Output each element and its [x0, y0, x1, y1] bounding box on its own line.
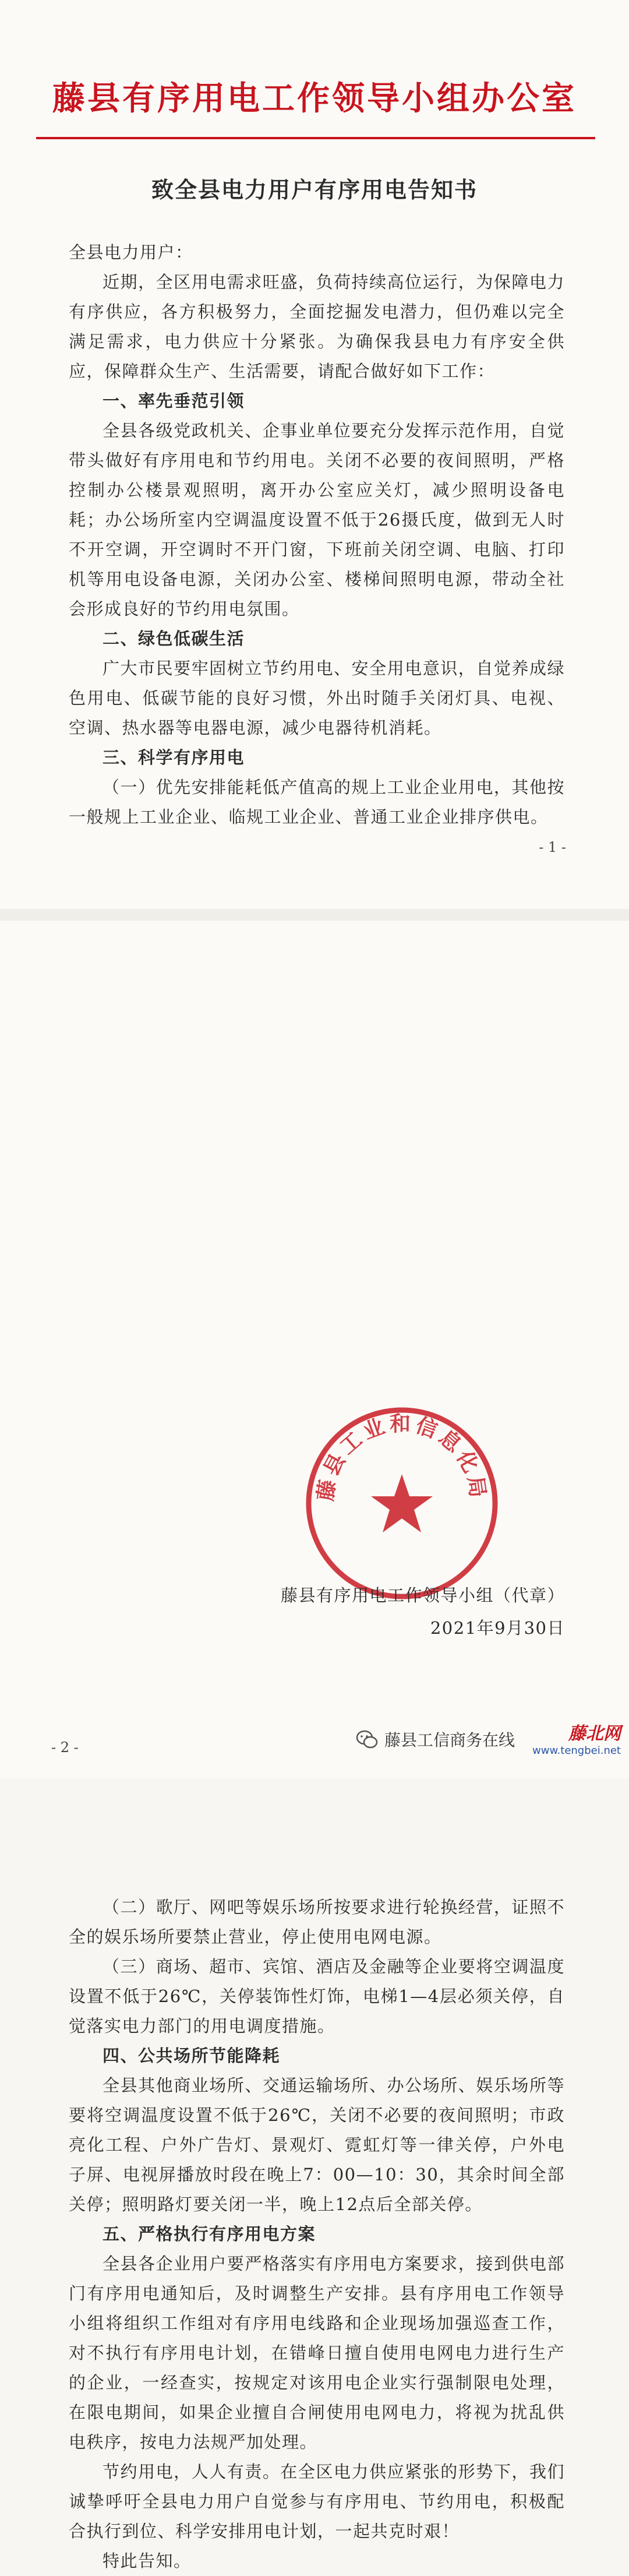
section-heading: 五、严格执行有序用电方案 — [103, 2224, 316, 2244]
section-heading: 三、科学有序用电 — [103, 748, 245, 767]
issuing-office-title: 藤县有序用电工作领导小组办公室 — [52, 80, 577, 118]
paragraph: 近期，全区用电需求旺盛，负荷持续高位运行，为保障电力有序供应，各方积极努力，全面挖掘发电潜力，但仍难以完全满足需求，电力供应十分紧张。为确保我县电力有序安全供应，保障群众生产、生活需要，请配合做好如下工作： — [69, 272, 565, 381]
page-number-1: - 1 - — [539, 839, 566, 855]
paragraph: 全县电力用户： — [69, 242, 193, 262]
sign-date: 2021年9月30日 — [430, 1618, 565, 1638]
paragraph: （一）优先安排能耗低产值高的规上工业企业用电，其他按一般规上工业企业、临规工业企业、普通工业企业排序供电。 — [69, 777, 565, 827]
paragraph: （三）商场、超市、宾馆、酒店及金融等企业要将空调温度设置不低于26℃，关停装饰性灯饰，电梯1—4层必须关停，自觉落实电力部门的用电调度措施。 — [69, 1957, 565, 2036]
paragraph: （二）歌厅、网吧等娱乐场所按要求进行轮换经营，证照不全的娱乐场所要禁止营业，停止使用电网电源。 — [69, 1897, 565, 1947]
paragraph: 特此告知。 — [103, 2551, 192, 2571]
paragraph: 广大市民要牢固树立节约用电、安全用电意识，自觉养成绿色用电、低碳节能的良好习惯，外出时随手关闭灯具、电视、空调、热水器等电器电源，减少电器待机消耗。 — [69, 658, 565, 738]
official-seal-icon — [303, 1404, 501, 1602]
page-number-2: - 2 - — [51, 1739, 79, 1756]
signature: 藤县有序用电工作领导小组（代章） — [280, 1585, 565, 1605]
page1-body — [69, 238, 565, 832]
signature-block — [233, 1579, 565, 1644]
paragraph: 节约用电，人人有责。在全区电力供应紧张的形势下，我们诚挚呼吁全县电力用户自觉参与有序用电、节约用电，积极配合执行到位、科学安排用电计划，一起共克时艰！ — [69, 2462, 565, 2541]
paragraph: 全县各企业用户要严格落实有序用电方案要求，接到供电部门有序用电通知后，及时调整生产安排。县有序用电工作领导小组将组织工作组对有序用电线路和企业现场加强巡查工作，对不执行有序用电计划，在错峰日擅自使用电网电力进行生产的企业，一经查实，按规定对该用电企业实行强制限电处理，在限电期间，如果企业擅自合闸使用电网电力，将视为扰乱供电秩序，按电力法规严加处理。 — [69, 2254, 565, 2452]
page2-body — [69, 1893, 565, 2576]
notice-title: 致全县电力用户有序用电告知书 — [151, 177, 478, 203]
wechat-account-label[interactable] — [355, 1728, 515, 1751]
wechat-icon — [355, 1728, 379, 1751]
document-page-2 — [0, 921, 629, 2571]
watermark-url: www.tengbei.net — [532, 1745, 621, 1757]
site-watermark[interactable] — [532, 1719, 621, 1757]
section-heading: 一、率先垂范引领 — [103, 391, 245, 411]
document-page-1 — [0, 0, 629, 921]
wechat-account-name: 藤县工信商务在线 — [384, 1731, 515, 1750]
paragraph: 全县其他商业场所、交通运输场所、办公场所、娱乐场所等要将空调温度设置不低于26℃，关闭不必要的夜间照明；市政亮化工程、户外广告灯、景观灯、霓虹灯等一律关停，户外电子屏、电视屏播放时段在晚上7：00—10：30，其余时间全部关停；照明路灯要关闭一半，晚上12点后全部关停。 — [69, 2075, 565, 2214]
stamp-text: 藤县工业和信息化局 — [313, 1412, 490, 1503]
section-heading: 四、公共场所节能降耗 — [103, 2046, 281, 2066]
watermark-logo: 藤北网 — [568, 1724, 621, 1744]
red-header-line — [36, 137, 595, 139]
section-heading: 二、绿色低碳生活 — [103, 629, 245, 649]
paragraph: 全县各级党政机关、企事业单位要充分发挥示范作用，自觉带头做好有序用电和节约用电。关闭不必要的夜间照明，严格控制办公楼景观照明，离开办公室应关灯，减少照明设备电耗；办公场所室内空调温度设置不低于26摄氏度，做到无人时不开空调，开空调时不开门窗，下班前关闭空调、电脑、打印机等用电设备电源，关闭办公室、楼梯间照明电源，带动全社会形成良好的节约用电氛围。 — [69, 421, 565, 619]
